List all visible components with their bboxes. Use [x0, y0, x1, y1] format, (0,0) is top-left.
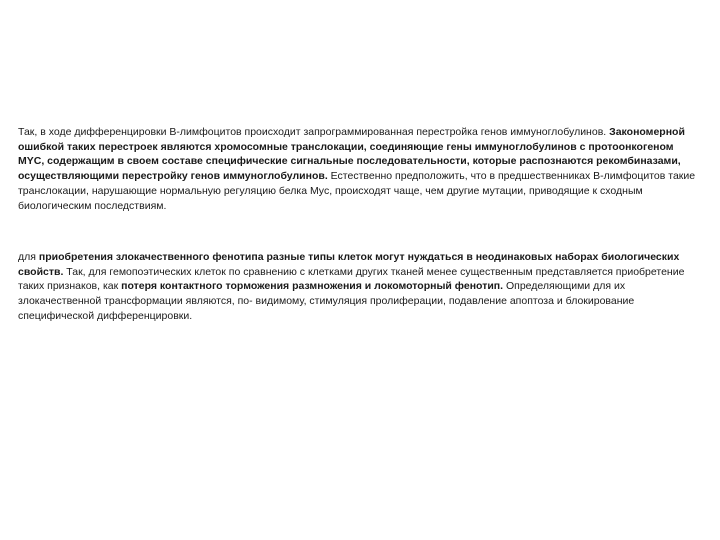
text-run: для — [18, 251, 39, 263]
paragraph-malignant-phenotype — [18, 250, 700, 324]
paragraph-b-lymphocytes — [18, 125, 700, 213]
text-run: Определяющими для их злокачественной трансформации являются, по- видимому, стимуляция пролиферации, подавление апоптоза и блокирование специфической дифференцировки. — [18, 280, 635, 322]
text-run: Естественно предположить, что в предшественниках В-лимфоцитов такие транслокации, нарушающие нормальную регуляцию белка Myc, происходят чаще, чем другие мутации, приводящие к сходным биологическим последствиям. — [18, 170, 696, 212]
bold-text-run: потеря контактного торможения размножения и локомоторный фенотип. — [121, 280, 504, 293]
bold-text-run: приобретения злокачественного фенотипа разные типы клеток могут нуждаться в неодинаковых наборах биологических свойств. — [18, 251, 680, 278]
text-run: Так, в ходе дифференцировки В-лимфоцитов происходит запрограммированная перестройка генов иммуноглобулинов. — [18, 126, 607, 138]
bold-text-run: Закономерной ошибкой таких перестроек являются хромосомные транслокации, соединяющие гены иммуноглобулинов с протоонкогеном MYC, содержащим в своем составе специфические сигнальные последовательности, которые распознаются рекомбиназами, осуществляющими перестройку генов иммуноглобулинов. — [18, 126, 685, 183]
text-run: Так, для гемопоэтических клеток по сравнению с клетками других тканей менее существенным представляется приобретение таких признаков, как — [18, 265, 685, 293]
